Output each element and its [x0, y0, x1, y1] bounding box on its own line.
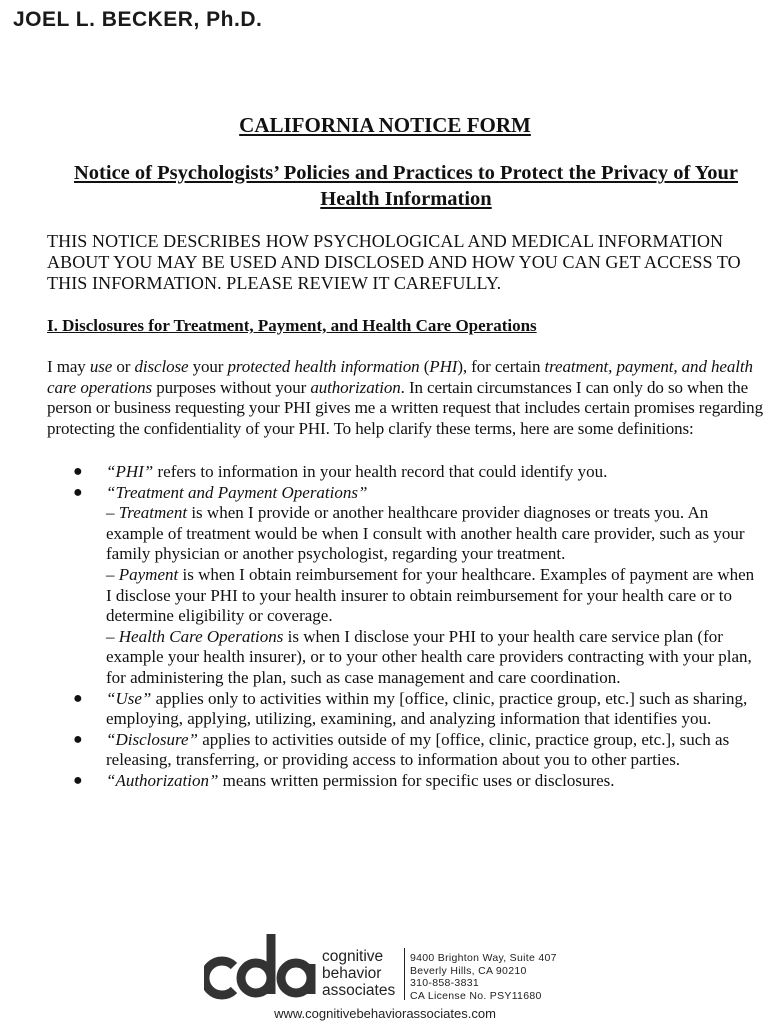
definition-disclosure [70, 730, 760, 771]
definition-text: is when I disclose your PHI to your health care service plan (for example your health insurer), or to your other health care providers contracting with your plan, for administering the plan, such as case management and care coordination. [106, 626, 752, 687]
logo-letter-c [205, 961, 234, 995]
intro-term-phi-abbr: PHI [429, 357, 458, 376]
definition-authorization [70, 771, 760, 792]
intro-text: or [112, 357, 135, 376]
logo-wordmark [322, 948, 395, 999]
intro-text: ( [419, 357, 430, 376]
intro-text: ), for certain [457, 357, 545, 376]
definition-term: “Authorization” [106, 770, 219, 790]
definition-text: refers to information in your health record that could identify you. [153, 462, 608, 481]
form-title: CALIFORNIA NOTICE FORM [239, 113, 531, 137]
definition-subterm: Treatment [118, 503, 188, 523]
phone-number: 310-858-3831 [410, 977, 479, 989]
author-name: JOEL L. BECKER, Ph.D. [13, 8, 263, 31]
bullet-icon: ● [73, 483, 83, 501]
definition-term: “Treatment and Payment Operations” [106, 482, 368, 502]
footer-address [410, 952, 557, 1002]
intro-paragraph [47, 357, 770, 439]
definition-phi [70, 462, 760, 483]
bullet-icon: ● [73, 771, 83, 789]
intro-text: . In certain circumstances I can only do so when the person or business requesting your PHI gives me a written request that includes certain promises regarding protecting the confidentiality of your PHI. To help clarify these terms, here are some definitions: [47, 377, 763, 438]
definition-health-care-operations: – Health Care Operations is when I disclose your PHI to your health care service plan (for example your health insurer), or to your other health care providers contracting with your plan, for administering the plan, such as case management and care coordination. [106, 626, 752, 687]
notice-statement: THIS NOTICE DESCRIBES HOW PSYCHOLOGICAL AND MEDICAL INFORMATION ABOUT YOU MAY BE USED AND DISCLOSED AND HOW YOU CAN GET ACCESS TO THIS INFORMATION. PLEASE REVIEW IT CAREFULLY. [47, 231, 741, 293]
definition-term: “Use” [106, 688, 152, 708]
logo-word: cognitive [322, 948, 384, 965]
definition-text: is when I provide or another healthcare provider diagnoses or treats you. An example of treatment would be when I consult with another health care provider, such as your family physician or another psychologist, regarding your treatment. [106, 503, 745, 564]
definition-text: applies only to activities within my [office, clinic, practice group, etc.] such as sharing, employing, applying, utilizing, examining, and analyzing information that identifies you. [106, 688, 748, 729]
cba-logo-icon [204, 926, 324, 1000]
website-link[interactable]: www.cognitivebehaviorassociates.com [274, 1006, 496, 1021]
notice-subtitle: Notice of Psychologists’ Policies and Practices to Protect the Privacy of Your Health Information [74, 162, 738, 210]
intro-text: your [188, 357, 228, 376]
logo-divider [404, 948, 405, 1000]
intro-text: I may [47, 357, 90, 376]
intro-term-disclose: disclose [134, 357, 189, 376]
definition-text: applies to activities outside of my [office, clinic, practice group, etc.], such as releasing, transferring, or providing access to information about you to other parties. [106, 729, 730, 770]
intro-term-tpo: treatment, payment, and health care operations [47, 357, 753, 397]
bullet-icon: ● [73, 730, 83, 748]
definition-treatment: – Treatment is when I provide or another healthcare provider diagnoses or treats you. An example of treatment would be when I consult with another health care provider, such as your family physician or another psychologist, regarding your treatment. [106, 503, 745, 564]
intro-term-use: use [89, 357, 113, 376]
logo-word: behavior [322, 965, 382, 982]
section-heading: I. Disclosures for Treatment, Payment, and Health Care Operations [47, 316, 537, 335]
definition-use [70, 689, 760, 730]
definition-term: “Disclosure” [106, 729, 198, 749]
intro-term-authorization: authorization [310, 377, 401, 397]
bullet-icon: ● [73, 689, 83, 707]
logo-word: associates [322, 982, 396, 999]
definition-text: means written permission for specific uses or disclosures. [218, 770, 615, 790]
definition-subterm: Payment [118, 564, 179, 584]
definition-subterm: Health Care Operations [118, 626, 284, 646]
address-line: 9400 Brighton Way, Suite 407 [410, 952, 557, 964]
bullet-icon: ● [73, 463, 83, 480]
definitions-list [70, 462, 760, 792]
license-number: CA License No. PSY11680 [410, 989, 542, 1002]
intro-text: purposes without your [152, 377, 311, 397]
address-line: Beverly Hills, CA 90210 [410, 964, 527, 977]
definition-payment: – Payment is when I obtain reimbursement for your healthcare. Examples of payment are when I disclose your PHI to your health insurer to obtain reimbursement for your health care or to determine eligibility or coverage. [106, 564, 755, 626]
definition-term: “PHI” [106, 462, 154, 481]
definition-tpo [70, 483, 760, 689]
intro-term-phi: protected health information [227, 357, 420, 376]
definition-text: is when I obtain reimbursement for your healthcare. Examples of payment are when I disclose your PHI to your health insurer to obtain reimbursement for your health care or to determine eligibility or coverage. [106, 564, 755, 626]
